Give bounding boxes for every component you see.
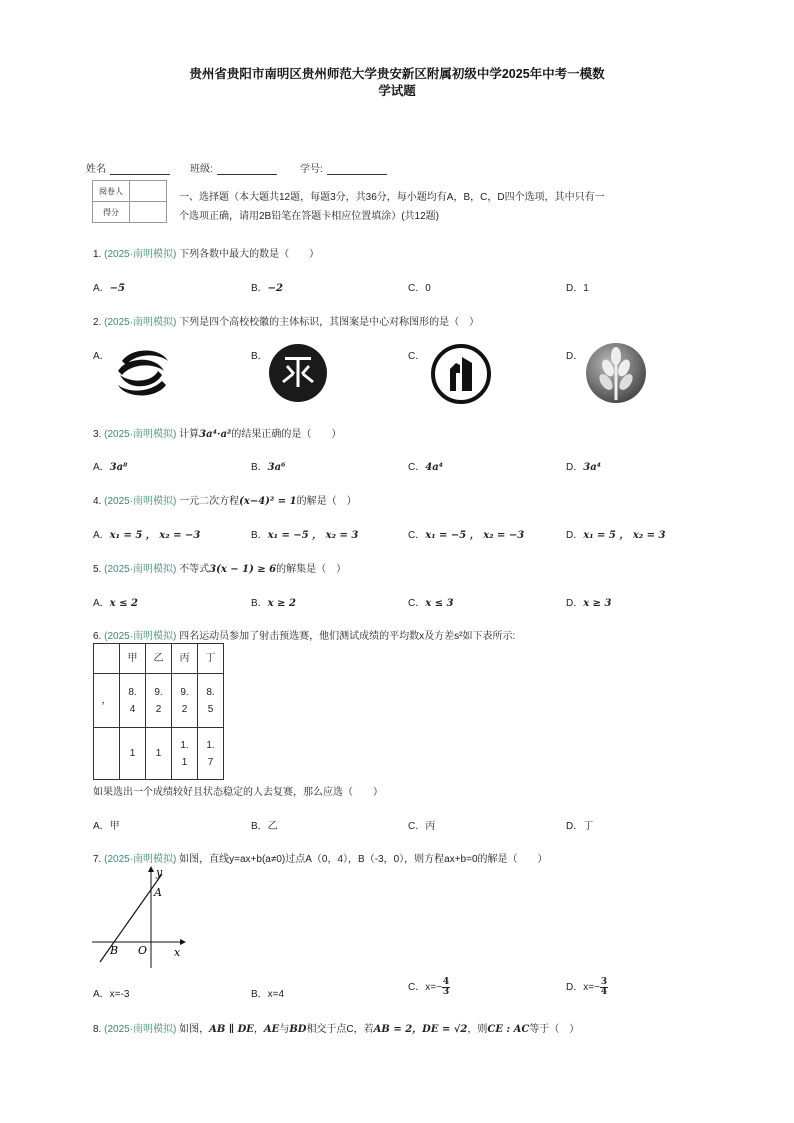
q6-option-a[interactable]: A．甲 [93,821,120,832]
table-header-cell: 丁 [198,644,224,674]
question-source: (2025·南明模拟) [104,496,177,507]
question-text-end: 的结果正确的是（ ） [231,429,342,440]
q5-option-a[interactable]: A．x ≤ 2 [93,598,138,609]
q5-option-b[interactable]: B．x ≥ 2 [251,598,296,609]
q3-option-d[interactable]: D．3a⁴ [566,462,602,473]
building-logo-icon [430,343,492,405]
question-3 [93,425,341,440]
question-math: 3(x − 1) ≥ 6 [209,564,277,575]
q4-option-a[interactable]: A．x₁ = 5 ， x₂ = −3 [93,530,201,541]
table-cell: 1. 7 [198,728,224,780]
q4-option-c[interactable]: C．x₁ = −5 ， x₂ = −3 [408,530,525,541]
table-cell: 9. 2 [172,674,198,728]
name-blank [110,164,170,175]
exam-title-line1: 贵州省贵阳市南明区贵州师范大学贵安新区附属初级中学2025年中考一模数 [189,67,605,81]
score-label: 得分 [93,202,130,223]
question-source: (2025·南明模拟) [104,631,177,642]
q4-option-b[interactable]: B．x₁ = −5 ， x₂ = 3 [251,530,359,541]
table-header-cell: 丙 [172,644,198,674]
question-6-followup: 如果选出一个成绩较好且状态稳定的人去复赛，那么应选（ ） [93,787,383,798]
question-text: 计算 [179,429,200,440]
question-1 [93,245,319,260]
question-source: (2025·南明模拟) [104,429,177,440]
wheat-logo-icon [585,342,647,404]
table-cell: 8. 4 [120,674,146,728]
q2-option-b[interactable]: B． [251,351,268,362]
q1-option-b[interactable]: B．−2 [251,283,284,294]
q6-option-d[interactable]: D．丁 [566,821,594,832]
table-header-cell [94,644,120,674]
question-2 [93,313,479,328]
table-cell: 8. 5 [198,674,224,728]
q1-option-d[interactable]: D．1 [566,283,589,294]
q2-option-a[interactable]: A． [93,351,110,362]
fraction: $\frac{3}{4}$ [600,977,608,997]
q2-option-c[interactable]: C． [408,351,426,362]
question-number: 7. [93,854,102,865]
fraction: $\frac{4}{3}$ [442,977,450,997]
table-header-cell: 乙 [146,644,172,674]
question-number: 2. [93,317,102,328]
table-row-mean [94,674,224,728]
question-source: (2025·南明模拟) [104,249,177,260]
y-axis-label: y [156,866,163,879]
q6-option-c[interactable]: C．丙 [408,821,436,832]
question-source: (2025·南明模拟) [104,854,177,865]
grader-label: 阅卷人 [93,181,130,202]
question-text: 不等式 [179,564,210,575]
name-field [86,160,170,175]
question-source: (2025·南明模拟) [104,564,177,575]
student-number-label: 学号: [300,164,323,175]
question-text: 下列是四个高校校徽的主体标识，其图案是中心对称图形的是（ ） [179,317,480,328]
student-number-field [300,160,387,175]
grader-cell [130,181,167,202]
question-number: 8. [93,1024,102,1035]
table-row-variance [94,728,224,780]
y-axis-arrow [148,866,154,872]
question-text-end: 的解集是（ ） [276,564,347,575]
class-blank [217,164,277,175]
q6-option-b[interactable]: B．乙 [251,821,278,832]
section-instructions-line2: 个选项正确，请用2B铅笔在答题卡相应位置填涂）(共12题) [179,211,440,222]
question-8: 8. (2025·南明模拟) 如图，AB ∥ DE，AE与BD相交于点C，若AB = 2，DE = √2，则CE : AC等于（ ） [93,1024,580,1035]
table-cell: 9. 2 [146,674,172,728]
swirl-logo-icon [112,343,172,403]
table-cell: 1 [146,728,172,780]
x-axis-label: x [174,946,181,959]
question-number: 4. [93,496,102,507]
question-number: 6. [93,631,102,642]
origin-label: O [138,944,148,957]
q7-option-d[interactable]: D．x=− $\frac{3}{4}$ [566,977,608,997]
question-source: (2025·南明模拟) [104,1024,177,1035]
score-box [92,180,167,223]
q3-option-b[interactable]: B．3a⁶ [251,462,286,473]
q1-option-c[interactable]: C．0 [408,283,431,294]
question-text-end: 的解是（ ） [296,496,357,507]
question-text: 一元二次方程 [179,496,240,507]
question-math: 3a⁴·a² [199,429,232,440]
class-label: 班级: [190,164,213,175]
question-number: 1. [93,249,102,260]
q3-option-a[interactable]: A．3a⁸ [93,462,128,473]
table-cell: 1 [120,728,146,780]
q2-option-d[interactable]: D． [566,351,584,362]
x-axis-arrow [180,939,186,945]
question-number: 5. [93,564,102,575]
q5-option-c[interactable]: C．x ≤ 3 [408,598,454,609]
question-text: 如图，直线y=ax+b(a≠0)过点A（0，4），B（-3，0），则方程ax+b=0的解是（ ） [179,854,548,865]
exam-title-line2: 学试题 [378,84,416,98]
q7-option-c[interactable]: C．x=− $\frac{4}{3}$ [408,977,450,997]
score-cell [130,202,167,223]
question-math: (x−4)² = 1 [239,496,297,507]
student-number-blank [327,164,387,175]
point-b-label: B [110,944,119,957]
q7-option-b[interactable]: B．x=4 [251,989,285,1000]
row-label: ， [94,674,120,728]
q1-option-a[interactable]: A．−5 [93,283,126,294]
table-header-cell: 甲 [120,644,146,674]
question-text: 四名运动员参加了射击预选赛，他们测试成绩的平均数x及方差s²如下表所示: [179,631,516,642]
section-instructions-line1: 一、选择题（本大题共12题，每题3分，共36分，每小题均有A，B，C，D四个选项，其中只有一 [179,192,605,203]
shooting-score-table [93,643,224,780]
question-6 [93,627,515,642]
question-source: (2025·南明模拟) [104,317,177,328]
question-text: 下列各数中最大的数是（ ） [179,249,320,260]
name-label: 姓名 [86,164,106,175]
question-5 [93,560,346,575]
q3-option-c[interactable]: C．4a⁴ [408,462,444,473]
line-graph-figure [90,864,190,970]
question-number: 3. [93,429,102,440]
q4-option-d[interactable]: D．x₁ = 5 ， x₂ = 3 [566,530,666,541]
q5-option-d[interactable]: D．x ≥ 3 [566,598,612,609]
peking-logo-icon [268,343,328,403]
class-field [190,160,277,175]
question-7 [93,850,548,865]
table-cell: 1. 1 [172,728,198,780]
question-4 [93,492,357,507]
q7-option-a[interactable]: A．x=-3 [93,989,130,1000]
point-a-label: A [154,886,162,899]
row-label [94,728,120,780]
